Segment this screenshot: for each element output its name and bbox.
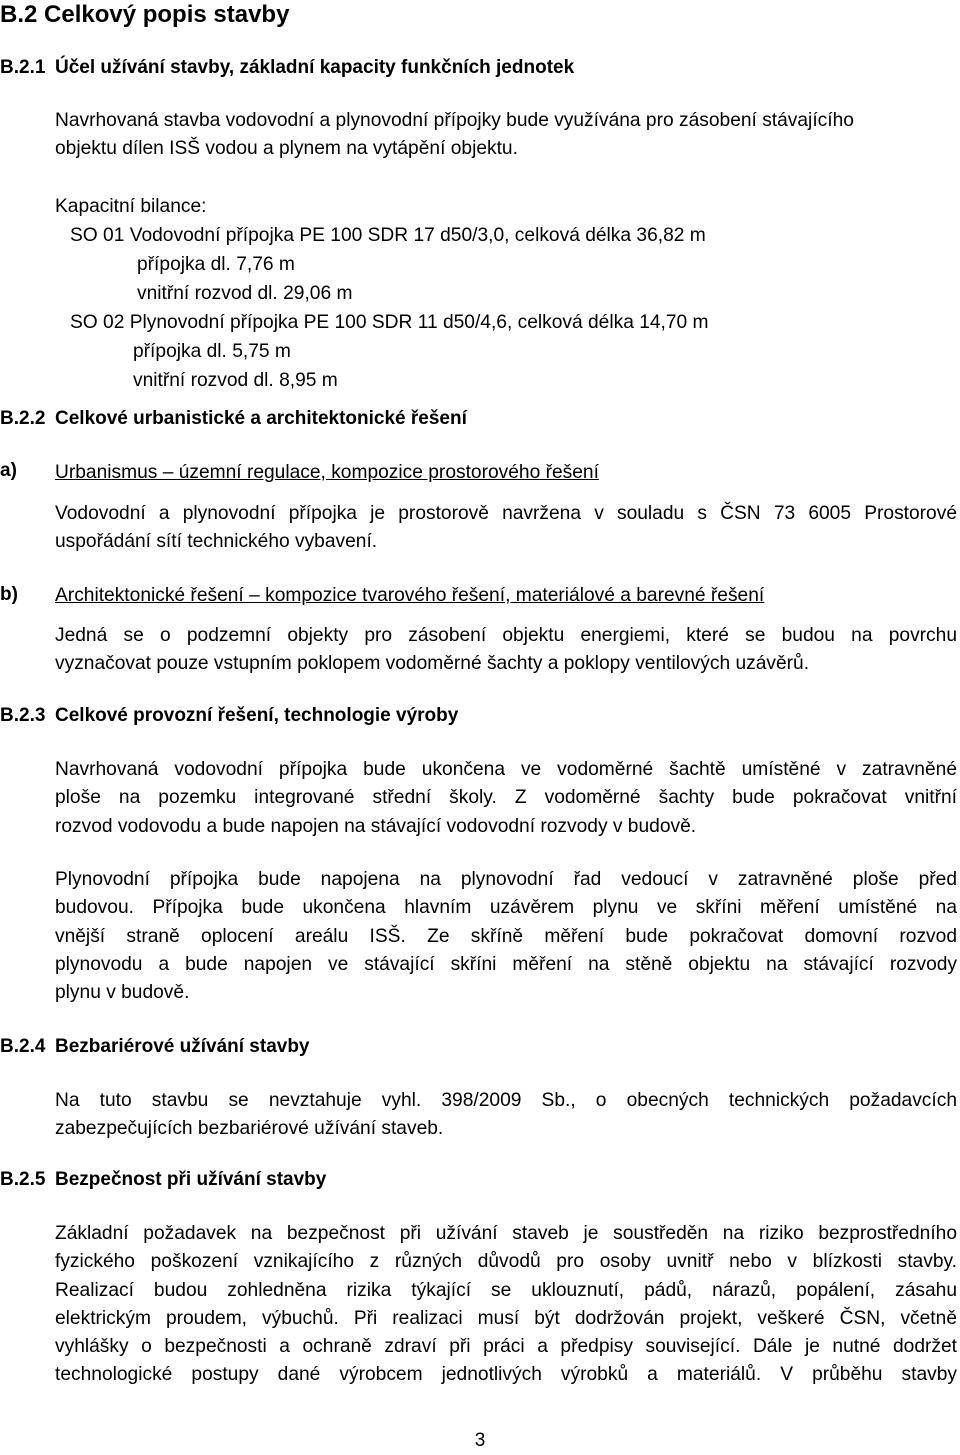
so02-line: SO 02 Plynovodní přípojka PE 100 SDR 11 d50/4,6, celková délka 14,70 m xyxy=(70,312,709,333)
text-line: Vodovodní a plynovodní přípojka je prostorově navržena v souladu s ČSN 73 6005 Prostorové xyxy=(55,503,957,524)
text-line: Jedná se o podzemní objekty pro zásobení objektu energiemi, které se budou na povrchu xyxy=(55,625,957,646)
text-line: Realizací budou zohledněna rizika týkající se uklouznutí, pádů, nárazů, popálení, zásahu xyxy=(55,1279,957,1301)
text-line: uspořádání sítí technického vybavení. xyxy=(55,531,378,553)
section-title: Celkové provozní řešení, technologie výroby xyxy=(55,705,459,726)
text-line: Navrhovaná stavba vodovodní a plynovodní přípojky bude využívána pro zásobení stávajícího xyxy=(55,110,854,131)
section-number: B.2.2 xyxy=(0,408,46,429)
so02-connection: přípojka dl. 5,75 m xyxy=(133,341,291,362)
operation-paragraph-1 xyxy=(55,756,957,841)
section-heading-b22 xyxy=(0,408,467,430)
text-line: budovou. Přípojka bude ukončena hlavním uzávěrem plynu ve skříni měření umístěné na xyxy=(55,897,957,919)
text-line: vyhlášky o bezpečnosti a ochraně zdraví při práci a předpisy související. Dále je nutné dodržet xyxy=(55,1336,957,1358)
chapter-heading: B.2 Celkový popis stavby xyxy=(0,1,290,28)
text-line: zabezpečujících bezbariérové užívání staveb. xyxy=(55,1118,444,1140)
section-number: B.2.5 xyxy=(0,1169,46,1190)
so01-connection: přípojka dl. 7,76 m xyxy=(137,254,295,275)
accessibility-paragraph xyxy=(55,1087,957,1144)
purpose-paragraph xyxy=(55,107,957,164)
text-line: vnější straně oplocení areálu ISŠ. Ze skříně měření bude pokračovat domovní rozvod xyxy=(55,925,957,947)
item-label-a: a) xyxy=(0,460,17,481)
architecture-paragraph xyxy=(55,622,957,679)
so01-internal: vnitřní rozvod dl. 29,06 m xyxy=(137,283,353,304)
urbanism-subheading: Urbanismus – územní regulace, kompozice prostorového řešení xyxy=(55,462,599,483)
text-line: Navrhovaná vodovodní přípojka bude ukončena ve vodoměrné šachtě umístěné v zatravněné xyxy=(55,759,957,780)
section-title: Účel užívání stavby, základní kapacity funkčních jednotek xyxy=(55,57,575,78)
text-line: vyznačovat pouze vstupním poklopem vodoměrné šachty a poklopy ventilových uzávěrů. xyxy=(55,653,810,675)
section-heading-b24 xyxy=(0,1036,310,1058)
text-line: Základní požadavek na bezpečnost při užívání staveb je soustředěn na riziko bezprostředního xyxy=(55,1223,957,1244)
item-label-b: b) xyxy=(0,584,18,605)
text-line: plynovodu a bude napojen ve stávající skříni měření na stěně objektu na stávající rozvody xyxy=(55,953,957,975)
section-title: Bezpečnost při užívání stavby xyxy=(55,1169,327,1190)
section-number: B.2.3 xyxy=(0,705,46,726)
section-number: B.2.1 xyxy=(0,57,46,78)
section-title: Celkové urbanistické a architektonické řešení xyxy=(55,408,467,429)
page-number: 3 xyxy=(474,1430,486,1451)
text-line: ploše na pozemku integrované střední školy. Z vodoměrné šachty bude pokračovat vnitřní xyxy=(55,787,957,809)
text-line: plynu v budově. xyxy=(55,982,190,1004)
section-number: B.2.4 xyxy=(0,1036,46,1057)
section-heading-b21 xyxy=(0,57,574,79)
text-line: technologické postupy dané výrobcem jednotlivých výrobků a materiálů. V průběhu stavby xyxy=(55,1364,957,1386)
text-line: Plynovodní přípojka bude napojena na plynovodní řad vedoucí v zatravněné ploše před xyxy=(55,869,957,890)
section-title: Bezbariérové užívání stavby xyxy=(55,1036,310,1057)
text-line: objektu dílen ISŠ vodou a plynem na vytápění objektu. xyxy=(55,138,518,160)
urbanism-paragraph xyxy=(55,500,957,557)
operation-paragraph-2 xyxy=(55,866,957,1007)
capacity-title: Kapacitní bilance: xyxy=(55,196,207,217)
section-heading-b25 xyxy=(0,1169,326,1191)
text-line: fyzického poškození vznikajícího z různých důvodů pro osoby uvnitř nebo v blízkosti stavby. xyxy=(55,1251,957,1273)
text-line: elektrickým proudem, výbuchů. Při realizaci musí být dodržován projekt, veškeré ČSN, včetně xyxy=(55,1307,957,1329)
text-line: rozvod vodovodu a bude napojen na stávající vodovodní rozvody v budově. xyxy=(55,815,697,837)
so01-line: SO 01 Vodovodní přípojka PE 100 SDR 17 d50/3,0, celková délka 36,82 m xyxy=(70,225,706,246)
section-heading-b23 xyxy=(0,705,458,727)
text-line: Na tuto stavbu se nevztahuje vyhl. 398/2009 Sb., o obecných technických požadavcích xyxy=(55,1090,957,1111)
so02-internal: vnitřní rozvod dl. 8,95 m xyxy=(133,370,338,391)
safety-paragraph xyxy=(55,1220,957,1390)
architecture-subheading: Architektonické řešení – kompozice tvarového řešení, materiálové a barevné řešení xyxy=(55,585,765,606)
